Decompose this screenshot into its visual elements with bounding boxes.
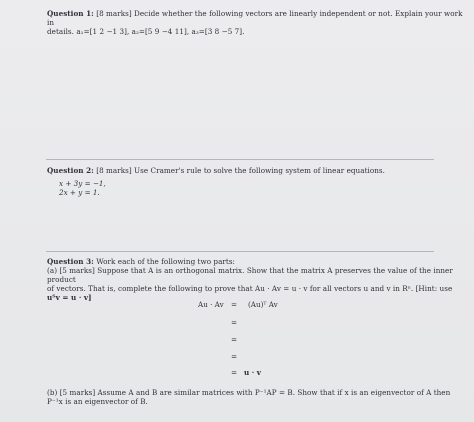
proof-eq-sign-2: =: [231, 318, 238, 327]
question-1-title: Question 1:: [47, 9, 94, 18]
question-3b-line-2: P⁻¹x is an eigenvector of B.: [47, 397, 148, 406]
question-1-vectors: details. a₁=[1 2 −1 3], a₂=[5 9 −4 11], a₃=[3 8 −5 7].: [47, 27, 245, 36]
equation-1: x + 3y = −1,: [59, 179, 106, 188]
proof-lhs: Au · Av: [198, 300, 224, 309]
question-3a-line-2: of vectors. That is, complete the following to prove that Au · Av = u · v for all vectors u and v in Rⁿ. [Hint: use: [47, 284, 453, 293]
divider-2: [46, 251, 434, 252]
question-3: [47, 257, 467, 302]
question-3a-hint: uᵀv = u · v]: [47, 293, 92, 302]
divider-1: [46, 159, 434, 160]
proof-eq-sign-5: =: [231, 368, 238, 377]
proof-eq-sign-1: =: [231, 300, 238, 309]
proof-eq-sign-4: =: [231, 352, 238, 361]
question-2-title: Question 2:: [47, 166, 94, 175]
question-1-line-1: [47, 9, 467, 27]
proof-rhs-1: (Au)ᵀ Av: [248, 300, 278, 309]
proof-rhs-last: u · v: [244, 368, 261, 377]
question-2-text: [8 marks] Use Cramer's rule to solve the following system of linear equations.: [93, 166, 385, 175]
question-1-text: [8 marks] Decide whether the following vectors are linearly independent or not. Explain your work in: [47, 9, 463, 27]
equation-2: 2x + y = 1.: [59, 188, 100, 197]
question-3-title: Question 3:: [47, 257, 94, 266]
proof-eq-sign-3: =: [231, 335, 238, 344]
question-3b-line-1: (b) [5 marks] Assume A and B are similar matrices with P⁻¹AP = B. Show that if x is an eigenvector of A then: [47, 388, 451, 397]
question-1: [47, 9, 467, 36]
question-3-intro: Work each of the following two parts:: [93, 257, 236, 266]
question-3b: [47, 388, 467, 406]
question-2-line-1: [47, 166, 467, 175]
question-3-line-1: [47, 257, 467, 266]
question-2: [47, 166, 467, 175]
question-3a-line-1: (a) [5 marks] Suppose that A is an orthogonal matrix. Show that the matrix A preserves the value of the inner product: [47, 266, 453, 284]
